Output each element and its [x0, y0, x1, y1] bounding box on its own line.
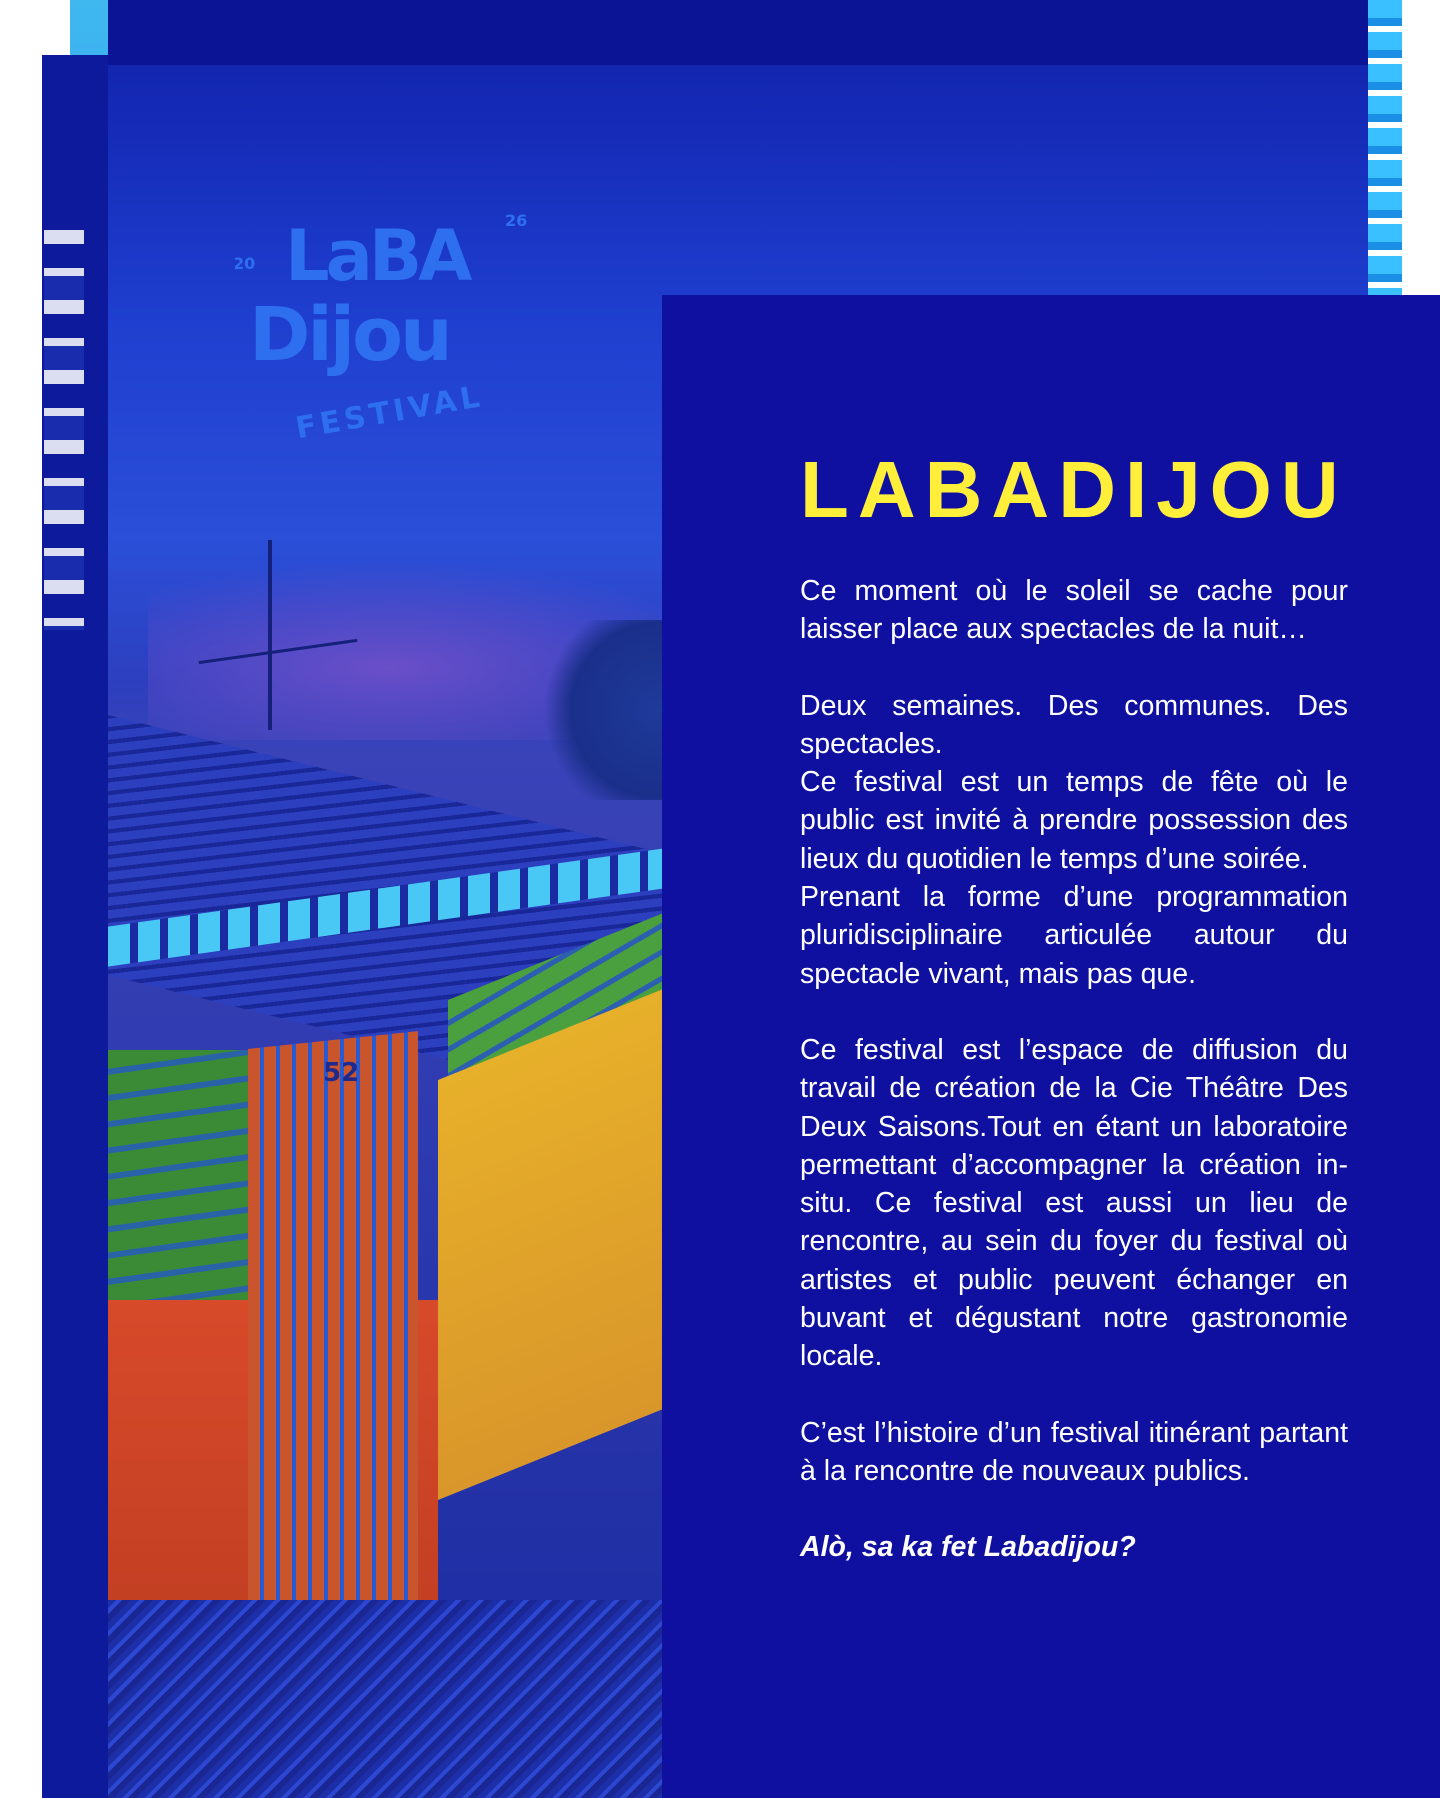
- wooden-door: [248, 1031, 418, 1659]
- page-title: LABADIJOU: [800, 445, 1348, 534]
- logo-word: FESTIVAL: [293, 378, 486, 447]
- collage-torn-edge: [44, 230, 84, 630]
- paragraph-diffusion: Ce festival est l’espace de diffusion du travail de création de la Cie Théâtre Des Deux Saisons.Tout en étant un laboratoire permettant d’accompagner la création in-situ. Ce festival est aussi un lieu de rencontre, au sein du foyer du festival où artistes et public peuvent échanger en buvant et dégustant notre gastronomie locale.: [800, 1033, 1348, 1373]
- logo-year-left: 20: [235, 254, 256, 273]
- paragraph-weeks: Deux semaines. Des communes. Des spectacles.: [800, 689, 1348, 760]
- logo-line2: Dijou: [249, 292, 450, 378]
- photo-top-band: [108, 0, 1370, 65]
- festival-logo: [235, 185, 555, 465]
- paragraph-itinerant: C’est l’histoire d’un festival itinérant partant à la rencontre de nouveaux publics.: [800, 1416, 1348, 1487]
- body-text: [800, 572, 1348, 1567]
- paragraph-intro: Ce moment où le soleil se cache pour laisser place aux spectacles de la nuit…: [800, 575, 1348, 646]
- logo-year-right: 26: [505, 211, 528, 230]
- logo-line1: LaBA: [285, 215, 469, 297]
- festival-logo-mark: [235, 185, 555, 465]
- paragraph-festival-time: Ce festival est un temps de fête où le public est invité à prendre possession des lieux du quotidien le temps d’une soirée.: [800, 766, 1348, 875]
- door-number: 52: [323, 1058, 360, 1088]
- paragraph-programme: Prenant la forme d’une programmation pluridisciplinaire articulée autour du spectacle vivant, mais pas que.: [800, 881, 1348, 990]
- antenna: [268, 540, 272, 730]
- right-torn-edge: [1368, 0, 1402, 300]
- tagline: Alò, sa ka fet Labadijou?: [800, 1531, 1136, 1564]
